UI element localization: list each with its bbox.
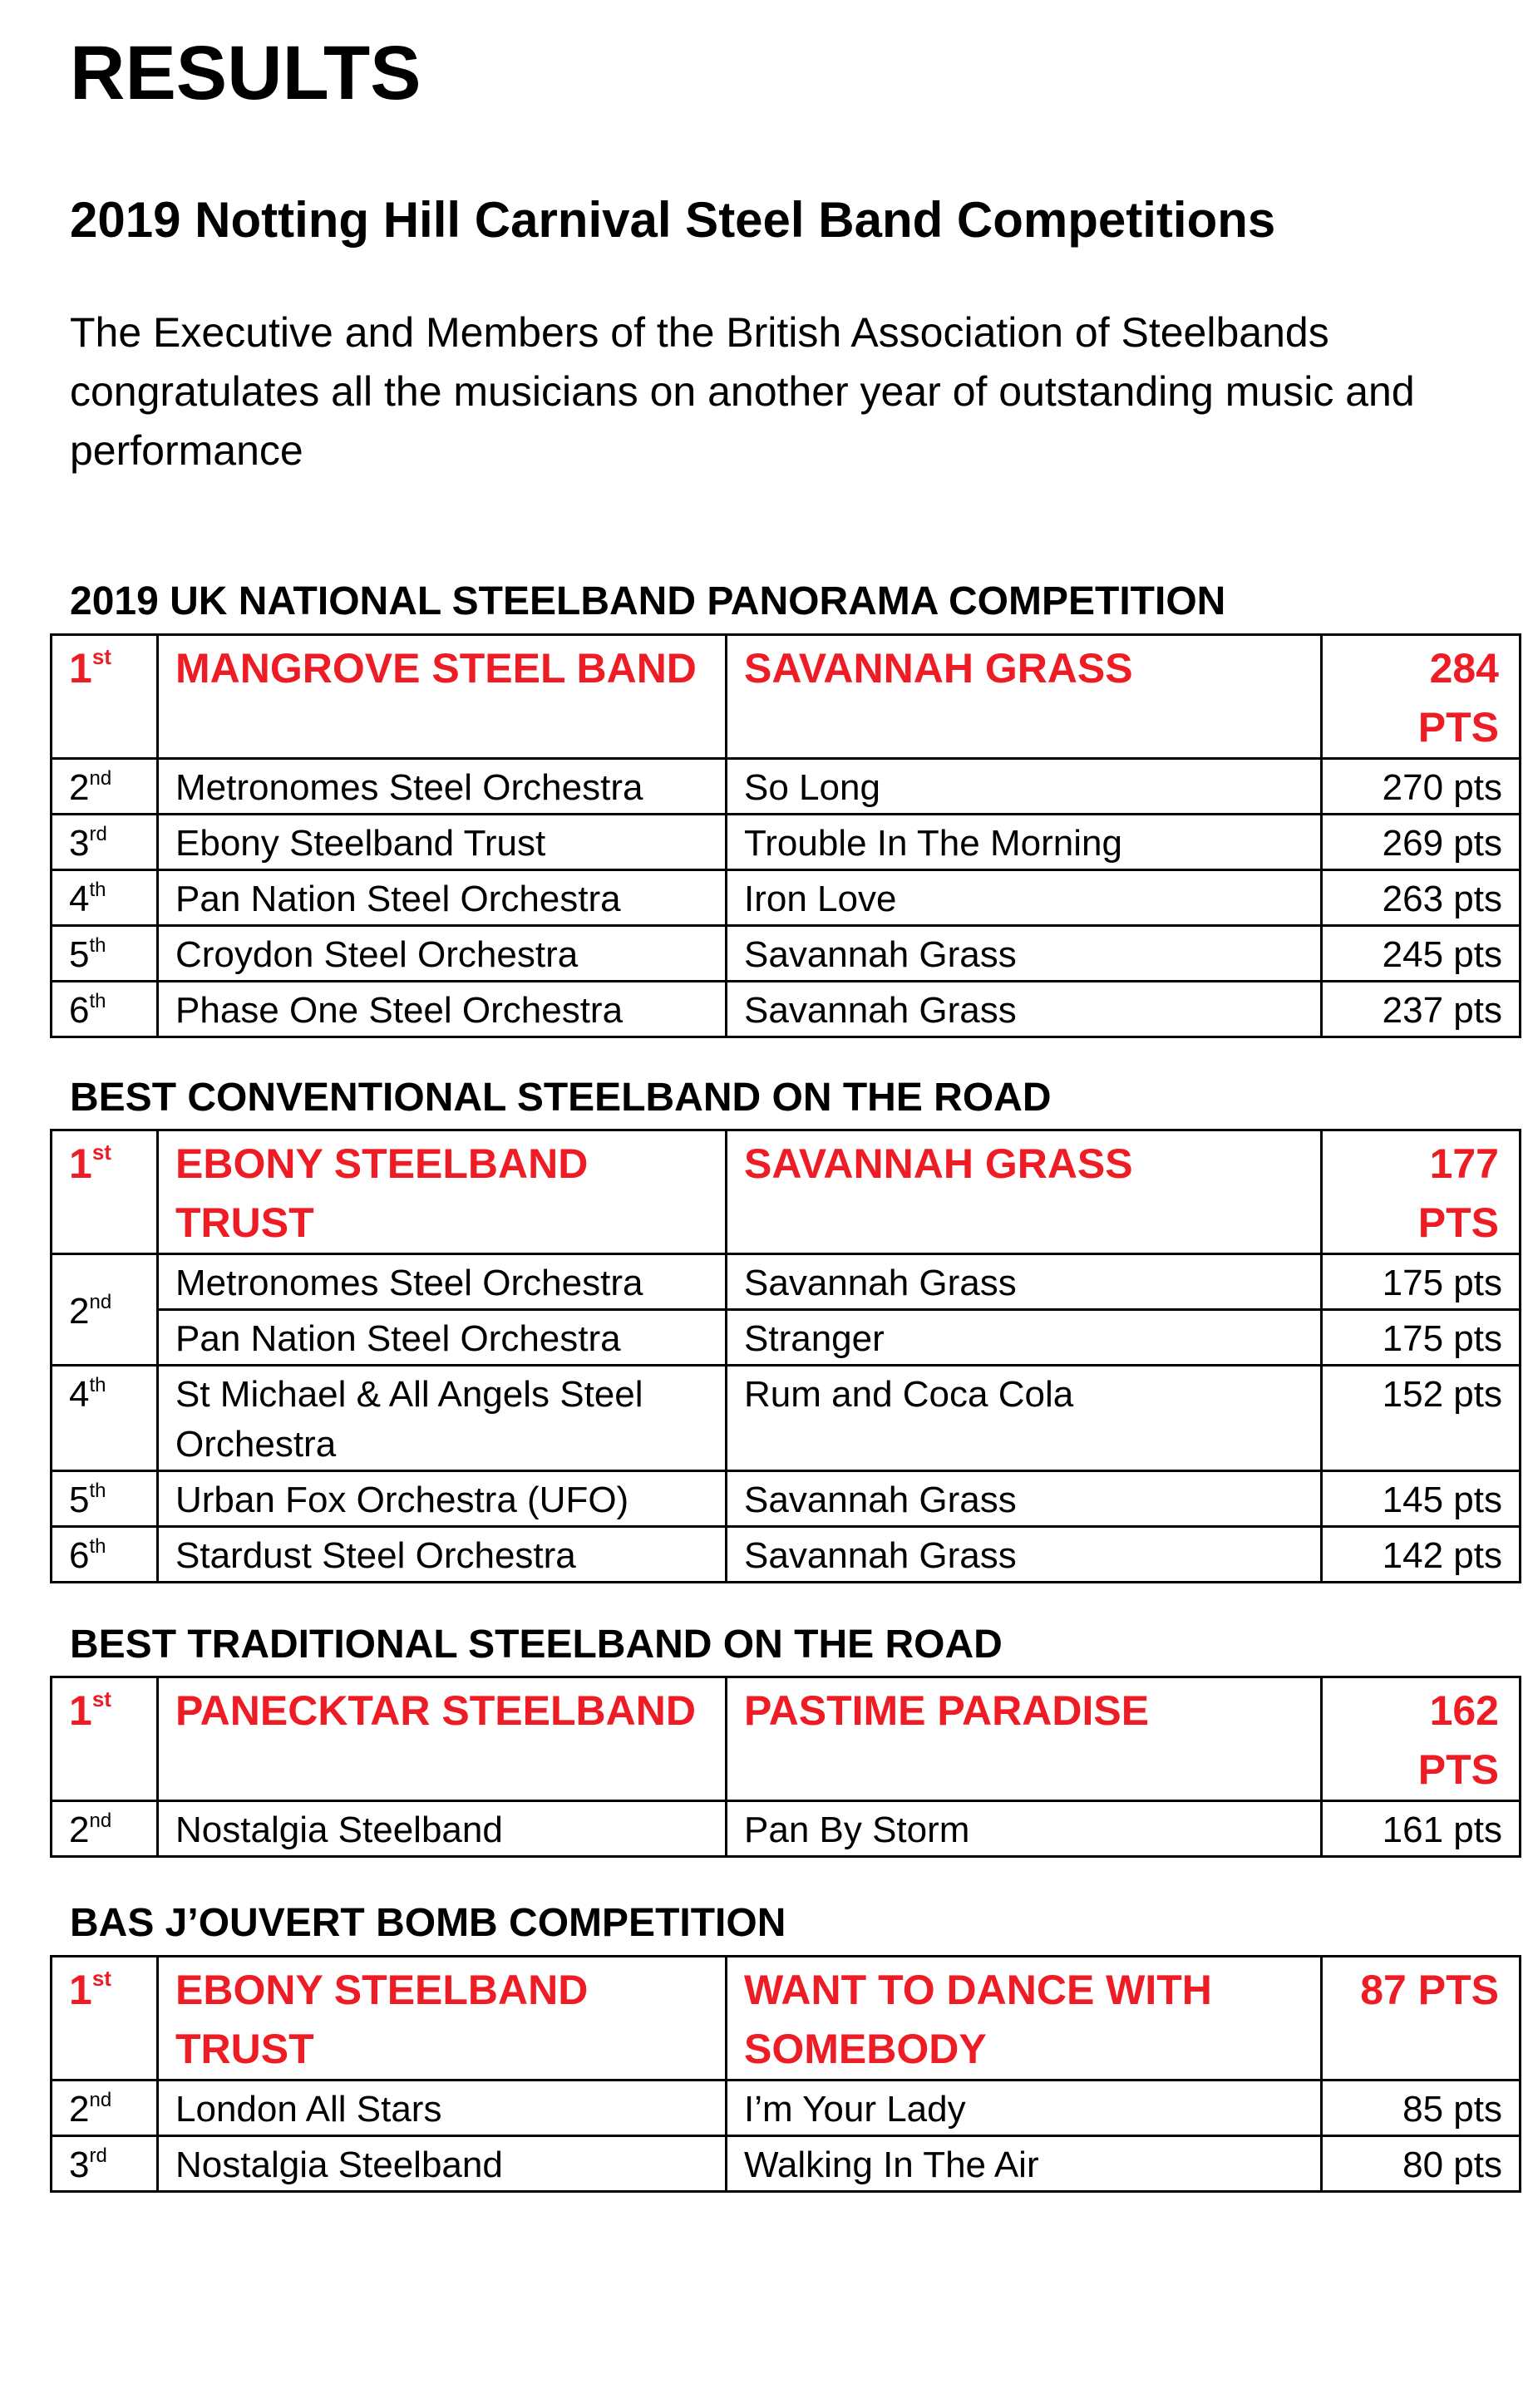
band-cell: Pan Nation Steel Orchestra [158, 1310, 727, 1366]
results-table-panorama [50, 633, 1521, 1038]
table-row [52, 759, 1521, 815]
band-cell: Croydon Steel Orchestra [158, 926, 727, 982]
band-cell: EBONY STEELBAND TRUST [158, 1957, 727, 2081]
position-cell: 1st [52, 635, 158, 759]
points-cell: 85 pts [1322, 2081, 1521, 2136]
tune-cell: Savannah Grass [727, 982, 1322, 1037]
position-cell: 4th [52, 870, 158, 926]
position-cell: 1st [52, 1677, 158, 1801]
position-cell: 5th [52, 1471, 158, 1527]
position-cell: 4th [52, 1366, 158, 1471]
position-cell: 2nd [52, 2081, 158, 2136]
results-table-traditional [50, 1676, 1521, 1858]
table-row [52, 1471, 1521, 1527]
points-cell: 245 pts [1322, 926, 1521, 982]
table-row [52, 815, 1521, 870]
section-heading-traditional: BEST TRADITIONAL STEELBAND ON THE ROAD [70, 1623, 1003, 1667]
tune-cell: Rum and Coca Cola [727, 1366, 1322, 1471]
tune-cell: Savannah Grass [727, 926, 1322, 982]
points-cell: 177 PTS [1322, 1130, 1521, 1254]
section-heading-conventional: BEST CONVENTIONAL STEELBAND ON THE ROAD [70, 1076, 1052, 1120]
table-row [52, 1527, 1521, 1583]
position-cell: 3rd [52, 815, 158, 870]
band-cell: Phase One Steel Orchestra [158, 982, 727, 1037]
tune-cell: Savannah Grass [727, 1527, 1322, 1583]
tune-cell: So Long [727, 759, 1322, 815]
position-cell: 2nd [52, 759, 158, 815]
table-row [52, 1254, 1521, 1310]
tune-cell: PASTIME PARADISE [727, 1677, 1322, 1801]
band-cell: Urban Fox Orchestra (UFO) [158, 1471, 727, 1527]
tune-cell: Savannah Grass [727, 1254, 1322, 1310]
points-cell: 142 pts [1322, 1527, 1521, 1583]
position-cell: 1st [52, 1957, 158, 2081]
section-heading-panorama: 2019 UK NATIONAL STEELBAND PANORAMA COMPETITION [70, 579, 1226, 623]
tune-cell: Trouble In The Morning [727, 815, 1322, 870]
points-cell: 145 pts [1322, 1471, 1521, 1527]
points-cell: 87 PTS [1322, 1957, 1521, 2081]
points-cell: 161 pts [1322, 1801, 1521, 1857]
band-cell: Nostalgia Steelband [158, 2136, 727, 2192]
points-cell: 263 pts [1322, 870, 1521, 926]
tune-cell: Stranger [727, 1310, 1322, 1366]
tune-cell: SAVANNAH GRASS [727, 635, 1322, 759]
points-cell: 80 pts [1322, 2136, 1521, 2192]
table-row [52, 1677, 1521, 1801]
table-row [52, 870, 1521, 926]
band-cell: Pan Nation Steel Orchestra [158, 870, 727, 926]
points-cell: 237 pts [1322, 982, 1521, 1037]
table-row [52, 1366, 1521, 1471]
position-cell: 6th [52, 982, 158, 1037]
position-cell: 5th [52, 926, 158, 982]
table-row [52, 1801, 1521, 1857]
table-row [52, 2136, 1521, 2192]
points-cell: 152 pts [1322, 1366, 1521, 1471]
band-cell: St Michael & All Angels Steel Orchestra [158, 1366, 727, 1471]
page-subtitle: 2019 Notting Hill Carnival Steel Band Competitions [70, 192, 1276, 248]
section-heading-jouvert: BAS J’OUVERT BOMB COMPETITION [70, 1901, 786, 1945]
band-cell: Nostalgia Steelband [158, 1801, 727, 1857]
band-cell: PANECKTAR STEELBAND [158, 1677, 727, 1801]
results-table-jouvert [50, 1955, 1521, 2193]
position-cell: 6th [52, 1527, 158, 1583]
position-cell: 2nd [52, 1254, 158, 1366]
table-row [52, 926, 1521, 982]
intro-paragraph: The Executive and Members of the British Association of Steelbands congratulates all the musicians on another year of outstanding music and performance [70, 309, 1415, 474]
band-cell: London All Stars [158, 2081, 727, 2136]
position-cell: 2nd [52, 1801, 158, 1857]
band-cell: Metronomes Steel Orchestra [158, 1254, 727, 1310]
tune-cell: I’m Your Lady [727, 2081, 1322, 2136]
points-cell: 284 PTS [1322, 635, 1521, 759]
tune-cell: SAVANNAH GRASS [727, 1130, 1322, 1254]
tune-cell: Pan By Storm [727, 1801, 1322, 1857]
points-cell: 269 pts [1322, 815, 1521, 870]
points-cell: 162 PTS [1322, 1677, 1521, 1801]
tune-cell: WANT TO DANCE WITH SOMEBODY [727, 1957, 1322, 2081]
tune-cell: Savannah Grass [727, 1471, 1322, 1527]
points-cell: 270 pts [1322, 759, 1521, 815]
table-row [52, 982, 1521, 1037]
table-row [52, 1310, 1521, 1366]
table-row [52, 1130, 1521, 1254]
points-cell: 175 pts [1322, 1254, 1521, 1310]
band-cell: Stardust Steel Orchestra [158, 1527, 727, 1583]
page-title: RESULTS [70, 31, 421, 116]
band-cell: MANGROVE STEEL BAND [158, 635, 727, 759]
points-cell: 175 pts [1322, 1310, 1521, 1366]
band-cell: EBONY STEELBAND TRUST [158, 1130, 727, 1254]
results-table-conventional [50, 1129, 1521, 1583]
position-cell: 3rd [52, 2136, 158, 2192]
table-row [52, 2081, 1521, 2136]
position-cell: 1st [52, 1130, 158, 1254]
tune-cell: Iron Love [727, 870, 1322, 926]
band-cell: Ebony Steelband Trust [158, 815, 727, 870]
tune-cell: Walking In The Air [727, 2136, 1322, 2192]
table-row [52, 635, 1521, 759]
table-row [52, 1957, 1521, 2081]
band-cell: Metronomes Steel Orchestra [158, 759, 727, 815]
